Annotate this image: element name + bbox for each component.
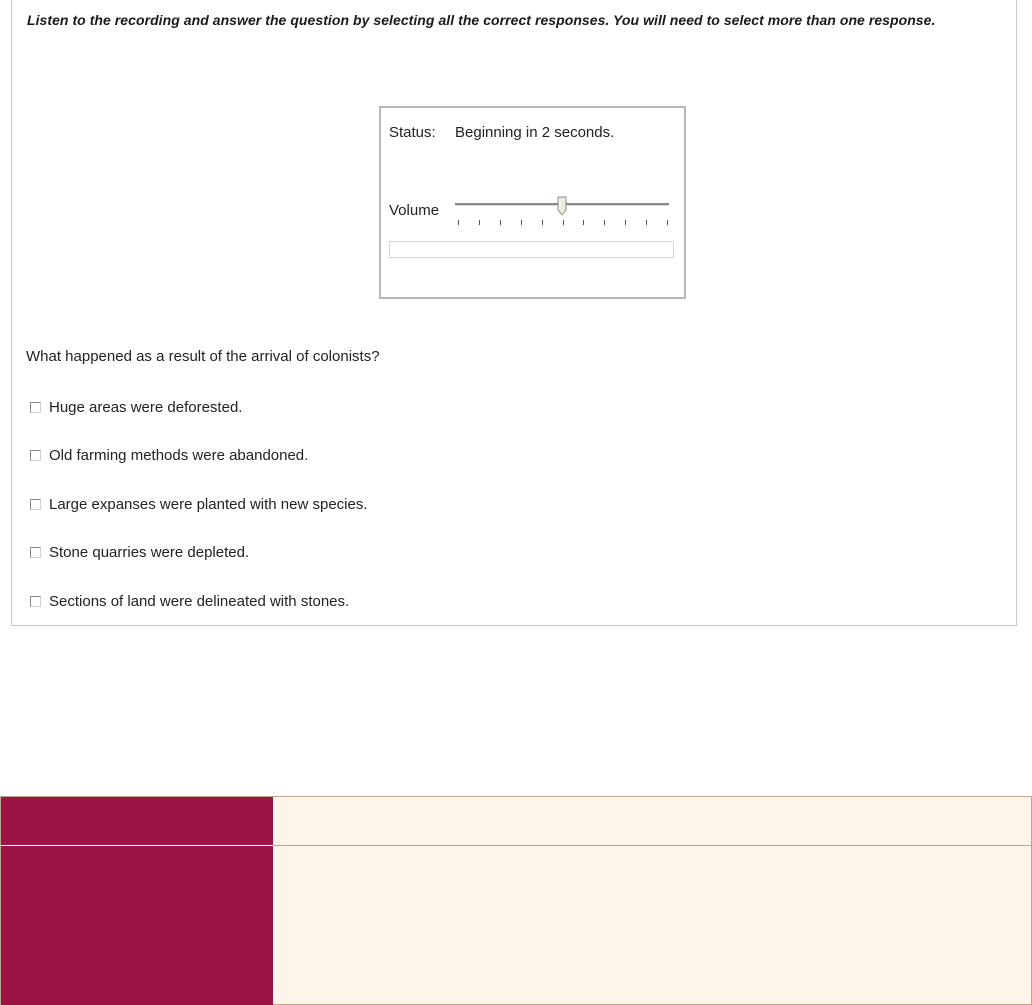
option-4-label[interactable]: Stone quarries were depleted. — [49, 544, 250, 561]
volume-tick — [500, 220, 501, 225]
option-5[interactable] — [30, 593, 349, 610]
status-value: Beginning in 2 seconds. — [455, 124, 615, 141]
option-5-checkbox[interactable] — [30, 596, 41, 607]
info-table-header-cell — [1, 797, 273, 845]
volume-tick — [667, 220, 668, 225]
volume-tick — [646, 220, 647, 225]
option-3[interactable] — [30, 496, 368, 513]
info-table-body-cell — [1, 846, 273, 1005]
question-text: What happened as a result of the arrival of colonists? — [26, 348, 380, 365]
option-4-checkbox[interactable] — [30, 547, 41, 558]
volume-tick — [521, 220, 522, 225]
option-2-checkbox[interactable] — [30, 450, 41, 461]
audio-player — [379, 106, 686, 299]
option-5-label[interactable]: Sections of land were delineated with stones. — [49, 593, 350, 610]
info-table — [0, 796, 1032, 1005]
volume-tick — [458, 220, 459, 225]
option-1-label[interactable]: Huge areas were deforested. — [49, 399, 243, 416]
volume-tick — [542, 220, 543, 225]
option-1[interactable] — [30, 399, 242, 416]
option-4[interactable] — [30, 544, 249, 561]
volume-tick — [604, 220, 605, 225]
playback-progress-bar — [389, 241, 674, 258]
volume-tick — [625, 220, 626, 225]
option-1-checkbox[interactable] — [30, 402, 41, 413]
option-3-checkbox[interactable] — [30, 499, 41, 510]
volume-slider[interactable] — [455, 196, 671, 230]
instructions-text: Listen to the recording and answer the question by selecting all the correct responses. You will need to select more than one response. — [27, 12, 936, 28]
option-2-label[interactable]: Old farming methods were abandoned. — [49, 447, 309, 464]
question-panel — [11, 0, 1017, 626]
volume-tick — [563, 220, 564, 225]
info-table-row-divider — [273, 845, 1032, 846]
volume-tick — [479, 220, 480, 225]
volume-tick — [583, 220, 584, 225]
volume-slider-ticks — [458, 220, 668, 228]
option-3-label[interactable]: Large expanses were planted with new species. — [49, 496, 368, 513]
volume-label: Volume — [389, 202, 440, 219]
status-label: Status: — [389, 124, 436, 141]
volume-slider-thumb[interactable] — [557, 196, 567, 216]
option-2[interactable] — [30, 447, 308, 464]
